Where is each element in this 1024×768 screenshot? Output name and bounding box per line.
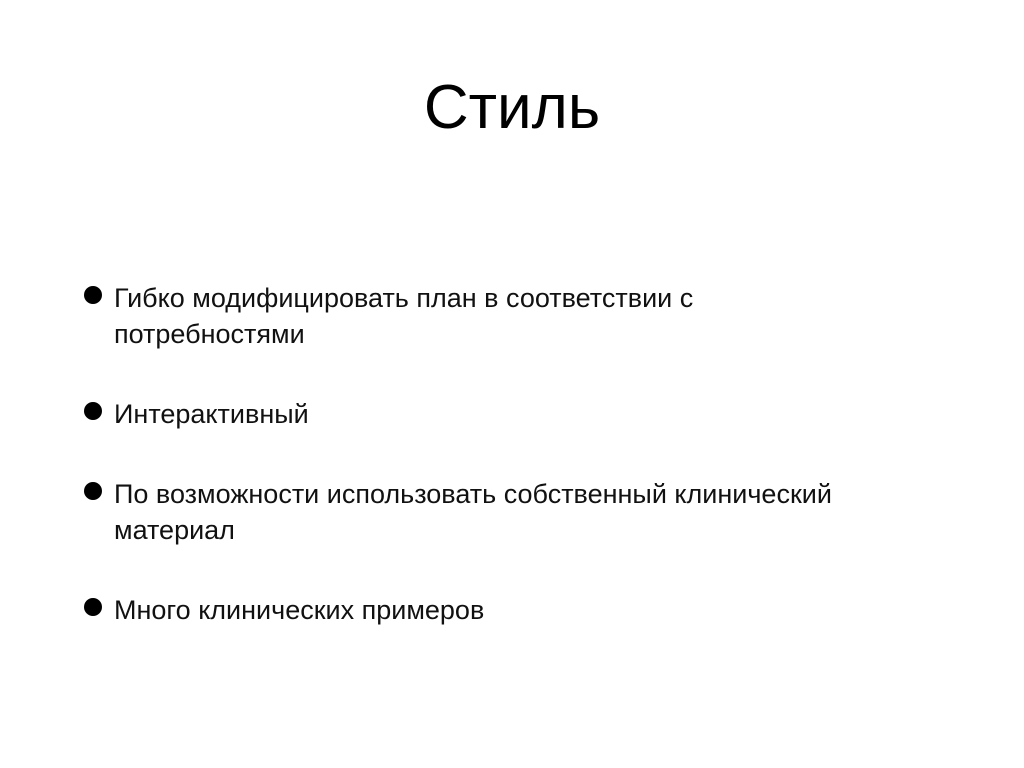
slide-title xyxy=(0,70,1024,146)
bullet-icon xyxy=(84,402,102,420)
bullet-text: Много клинических примеров xyxy=(114,595,485,625)
bullet-text: По возможности использовать собственный клинический материал xyxy=(114,479,832,545)
bullet-list xyxy=(84,280,964,628)
bullet-icon xyxy=(84,482,102,500)
bullet-text: Интерактивный xyxy=(114,399,309,429)
bullet-icon xyxy=(84,598,102,616)
bullet-text: Гибко модифицировать план в соответствии с потребностями xyxy=(114,283,694,349)
bullet-item xyxy=(84,396,964,432)
bullet-item xyxy=(84,476,964,548)
bullet-icon xyxy=(84,286,102,304)
bullet-item xyxy=(84,280,964,352)
slide-title-text: Стиль xyxy=(423,73,601,142)
bullet-item xyxy=(84,592,964,628)
